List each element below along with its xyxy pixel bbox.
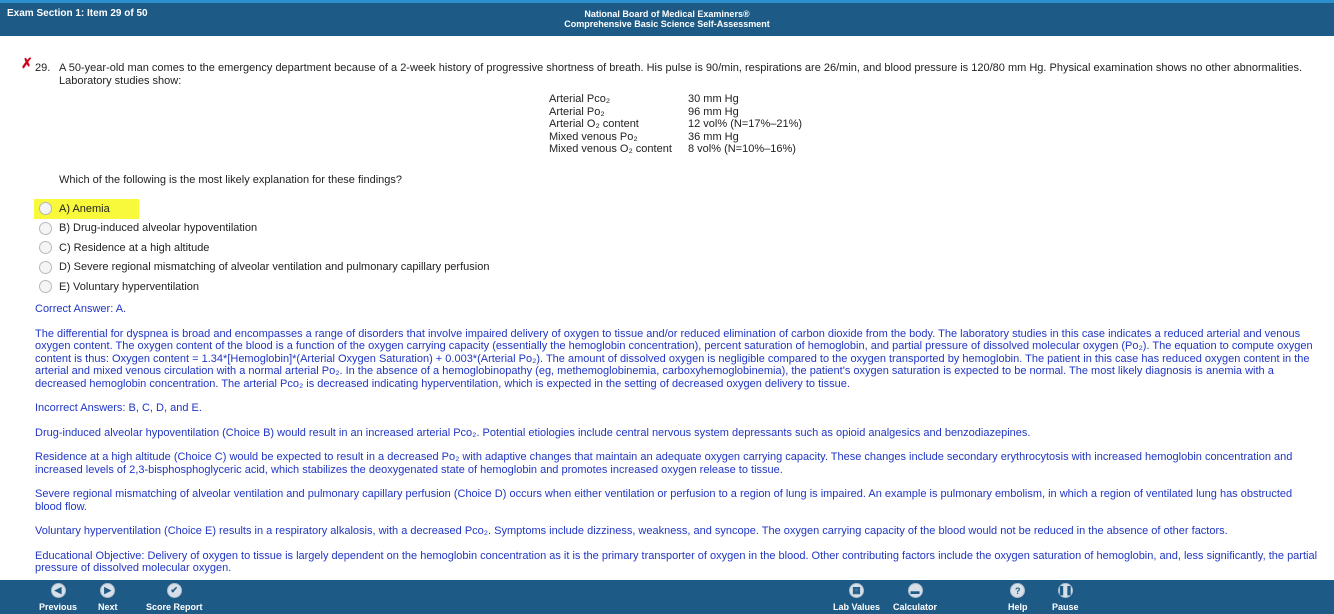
next-label: Next	[98, 602, 118, 612]
answer-option-label: D) Severe regional mismatching of alveolar ventilation and pulmonary capillary perfusion	[59, 261, 490, 274]
lab-row	[549, 131, 802, 144]
exam-section-label: Exam Section 1: Item 29 of 50	[7, 8, 148, 19]
radio-button[interactable]	[39, 241, 52, 254]
lab-name: Arterial Po₂	[549, 105, 605, 118]
answer-option-label: A) Anemia	[59, 202, 110, 215]
lab-values-label: Lab Values	[833, 602, 881, 612]
explanation-choice-d: Severe regional mismatching of alveolar ventilation and pulmonary capillary perfusion (Choice D) occurs when either ventilation or perfusion to a region of lung is impaired. An example is pulmonary embolism, in which a region of ventilated lung has obstructed blood flow.	[35, 488, 1293, 513]
explanation-choice-c: Residence at a high altitude (Choice C) would be expected to result in a decreased Po₂ with adaptive changes that maintain an adequate oxygen carrying capacity. These changes include secondary erythrocytosis with increased hemoglobin concentration and increased levels of 2,3-bisphosphoglyceric acid, which stabilizes the deoxygenated state of hemoglobin and promotes increased oxygen release to tissue.	[35, 451, 1293, 476]
help-button[interactable]	[1008, 583, 1028, 612]
pause-icon: ❚❚	[1058, 583, 1073, 598]
lab-value: 36 mm Hg	[688, 130, 739, 143]
correct-answer: Correct Answer: A.	[35, 303, 127, 315]
answer-option-label: C) Residence at a high altitude	[59, 241, 210, 254]
score-report-button[interactable]	[146, 583, 203, 612]
previous-label: Previous	[39, 602, 78, 612]
question-stem: A 50-year-old man comes to the emergency department because of a 2-week history of progressive shortness of breath. His pulse is 90/min, respirations are 26/min, and blood pressure is 120/80 mm Hg. Physical examination shows no other abnormalities. Laboratory studies show:	[59, 62, 1303, 87]
lab-value: 96 mm Hg	[688, 105, 739, 118]
lab-row	[549, 118, 802, 131]
lab-name: Arterial Pco₂	[549, 93, 611, 105]
help-icon: ?	[1010, 583, 1025, 598]
answer-option-c[interactable]	[34, 238, 489, 258]
lab-row	[549, 93, 802, 106]
pause-label: Pause	[1052, 602, 1079, 612]
checkmark-icon: ✔	[167, 583, 182, 598]
explanation-main: The differential for dyspnea is broad and encompasses a range of disorders that involve impaired delivery of oxygen to tissue and/or reduced elimination of carbon dioxide from the body. The laboratory studies in this case indicates a reduced arterial and venous oxygen content. The oxygen content of the blood is a function of the oxygen carrying capacity (essentially the hemoglobin concentration), percent saturation of hemoglobin, and partial pressure of dissolved molecular oxygen (Po₂). The equation to compute oxygen content is thus: Oxygen content = 1.34*[Hemoglobin]*(Arterial Oxygen Saturation) + 0.003*(Arterial Po₂). The amount of dissolved oxygen is negligible compared to the oxygen transported by hemoglobin. The patient in this case has reduced oxygen content in the arterial and mixed venous circulation with a normal arterial Po₂. In the absence of a hemoglobinopathy (eg, methemoglobinemia, carboxyhemoglobinemia), the patient's oxygen saturation is expected to be normal. The most likely diagnosis is anemia with a decreased hemoglobin concentration. The arterial Pco₂ is decreased indicating hyperventilation, which is expected in the setting of decreased oxygen delivery to tissue.	[35, 327, 1313, 390]
calculator-button[interactable]	[893, 583, 937, 612]
lab-values-icon: ▦	[849, 583, 864, 598]
explanation-choice-e: Voluntary hyperventilation (Choice E) results in a respiratory alkalosis, with a decreased Pco₂. Symptoms include dizziness, weakness, and syncope. The oxygen carrying capacity of the blood would not be reduced in the absence of other factors.	[35, 525, 1228, 537]
answer-option-a[interactable]	[34, 199, 139, 219]
answer-option-label: B) Drug-induced alveolar hypoventilation	[59, 222, 258, 235]
lab-value: 8 vol% (N=10%–16%)	[688, 143, 796, 155]
educational-objective: Educational Objective: Delivery of oxygen to tissue is largely dependent on the hemoglobin concentration as it is the primary transporter of oxygen in the blood. Other contributing factors include the oxygen saturation of hemoglobin, and, less significantly, the partial pressure of dissolved molecular oxygen.	[35, 549, 1318, 574]
question-prompt: Which of the following is the most likely explanation for these findings?	[59, 174, 403, 186]
radio-button[interactable]	[39, 202, 52, 215]
incorrect-mark-icon: ✗	[21, 55, 33, 71]
lab-values-button[interactable]	[833, 583, 880, 612]
lab-name: Arterial O₂ content	[549, 118, 639, 130]
lab-row	[549, 106, 802, 119]
pause-button[interactable]	[1052, 583, 1079, 612]
exam-title	[0, 9, 1334, 29]
answer-option-d[interactable]	[34, 258, 489, 278]
answer-option-e[interactable]	[34, 277, 489, 297]
explanation	[35, 303, 1320, 580]
footer-toolbar	[0, 580, 1334, 614]
answer-options	[34, 199, 489, 297]
calculator-label: Calculator	[893, 602, 938, 612]
calculator-icon: ▬	[908, 583, 923, 598]
radio-button[interactable]	[39, 280, 52, 293]
header-bar	[0, 0, 1334, 36]
answer-option-label: E) Voluntary hyperventilation	[59, 280, 200, 293]
explanation-choice-b: Drug-induced alveolar hypoventilation (Choice B) would result in an increased arterial Pco₂. Potential etiologies include central nervous system depressants such as opioid analgesics and benzodiazepines.	[35, 426, 1031, 439]
exam-title-line2: Comprehensive Basic Science Self-Assessment	[564, 19, 770, 29]
help-label: Help	[1008, 602, 1028, 612]
arrow-left-icon: ◀	[51, 583, 66, 598]
lab-row	[549, 143, 802, 156]
exam-title-line1: National Board of Medical Examiners®	[584, 9, 750, 19]
question-number: 29.	[35, 62, 51, 74]
answer-option-b[interactable]	[34, 219, 489, 239]
radio-button[interactable]	[39, 222, 52, 235]
next-button[interactable]	[98, 583, 118, 612]
lab-results-table	[549, 93, 802, 156]
arrow-right-icon: ▶	[100, 583, 115, 598]
radio-button[interactable]	[39, 261, 52, 274]
score-report-label: Score Report	[146, 602, 203, 612]
incorrect-answers: Incorrect Answers: B, C, D, and E.	[35, 402, 202, 414]
lab-value: 12 vol% (N=17%–21%)	[688, 118, 803, 130]
lab-name: Mixed venous O₂ content	[549, 143, 672, 155]
lab-name: Mixed venous Po₂	[549, 130, 638, 143]
question-content	[0, 36, 1334, 580]
lab-value: 30 mm Hg	[688, 93, 739, 105]
previous-button[interactable]	[39, 583, 77, 612]
